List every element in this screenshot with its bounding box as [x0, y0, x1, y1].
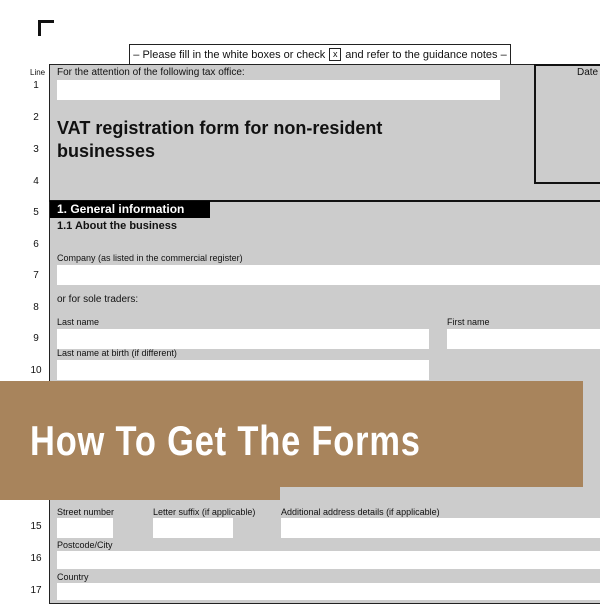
- line-number: 9: [33, 333, 39, 344]
- line-number: 8: [33, 302, 39, 313]
- check-example-box: x: [329, 48, 341, 61]
- line-number: 10: [30, 365, 42, 376]
- banner: [0, 381, 583, 500]
- first-name-field[interactable]: [447, 329, 600, 349]
- banner-text: How To Get The Forms: [30, 416, 421, 464]
- form-title-line2: businesses: [57, 141, 156, 161]
- instruction-text-after: and refer to the guidance notes –: [345, 48, 507, 61]
- line-number: 15: [30, 521, 42, 532]
- line-number: 16: [30, 553, 42, 564]
- country-label: Country: [57, 572, 89, 582]
- date-stamp-box: [534, 64, 600, 184]
- last-name-birth-label: Last name at birth (if different): [57, 348, 177, 358]
- company-field[interactable]: [57, 265, 600, 285]
- instruction-text-before: – Please fill in the white boxes or check: [133, 48, 326, 61]
- instruction-box: [129, 44, 511, 64]
- last-name-label: Last name: [57, 317, 100, 327]
- line-number: 5: [33, 207, 39, 218]
- line-number: 17: [30, 585, 42, 596]
- postcode-city-label: Postcode/City: [57, 540, 113, 550]
- tax-office-label: For the attention of the following tax office:: [57, 67, 245, 78]
- last-name-birth-field[interactable]: [57, 360, 429, 380]
- letter-suffix-label: Letter suffix (if applicable): [153, 507, 256, 517]
- line-number: 4: [33, 176, 39, 187]
- line-header: Line: [30, 68, 46, 77]
- form-title-line1: VAT registration form for non-resident: [57, 118, 383, 138]
- country-field[interactable]: [57, 583, 600, 600]
- corner-mark: [38, 20, 54, 36]
- line-number: 1: [33, 80, 39, 91]
- street-number-label: Street number: [57, 507, 115, 517]
- additional-address-label: Additional address details (if applicable): [281, 507, 440, 517]
- postcode-city-field[interactable]: [57, 551, 600, 569]
- date-label: Date: [577, 67, 599, 78]
- subsection-heading: 1.1 About the business: [57, 220, 178, 232]
- last-name-field[interactable]: [57, 329, 429, 349]
- company-label: Company (as listed in the commercial register): [57, 253, 243, 263]
- street-number-field[interactable]: [57, 518, 113, 538]
- line-number: 2: [33, 112, 39, 123]
- letter-suffix-field[interactable]: [153, 518, 233, 538]
- line-number: 6: [33, 239, 39, 250]
- section-heading: 1. General information: [50, 201, 210, 218]
- line-number: 7: [33, 270, 39, 281]
- first-name-label: First name: [447, 317, 490, 327]
- sole-traders-label: or for sole traders:: [57, 294, 139, 305]
- line-number: 3: [33, 144, 39, 155]
- form-title: [57, 117, 382, 163]
- additional-address-field[interactable]: [281, 518, 600, 538]
- hidden-row-fill: [280, 487, 600, 500]
- tax-office-field[interactable]: [57, 80, 500, 100]
